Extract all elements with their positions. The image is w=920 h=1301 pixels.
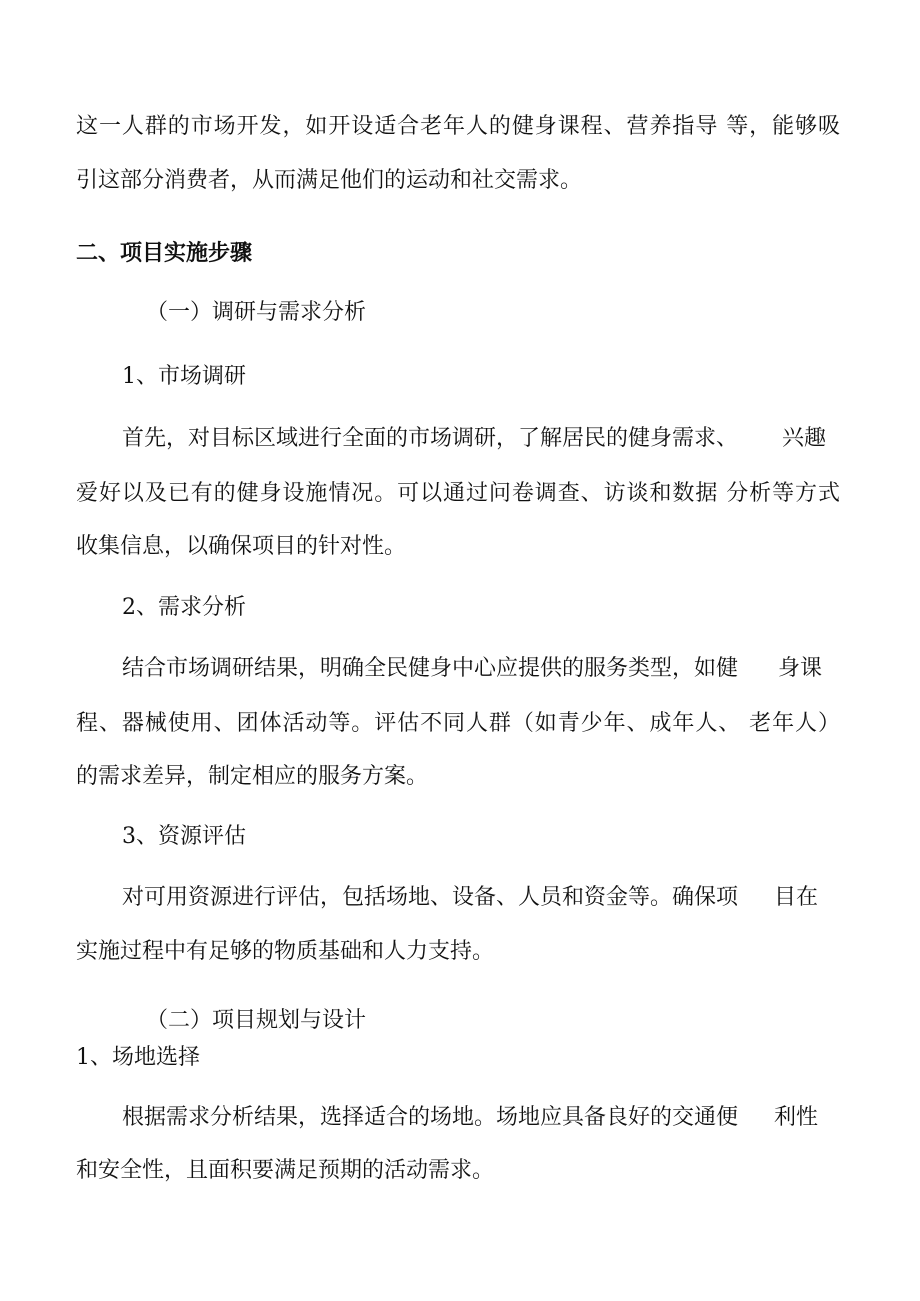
paragraph-text: 兴趣 bbox=[782, 426, 827, 451]
subsection-heading: （二）项目规划与设计 bbox=[146, 1008, 367, 1033]
section-heading: 二、项目实施步骤 bbox=[76, 240, 253, 266]
item-heading: 2、需求分析 bbox=[122, 595, 246, 620]
subsection-heading: （一）调研与需求分析 bbox=[146, 300, 367, 325]
paragraph-text: 首先，对目标区域进行全面的市场调研，了解居民的健身需求、 bbox=[122, 426, 739, 451]
paragraph-line bbox=[122, 428, 826, 450]
paragraph-line bbox=[122, 658, 822, 680]
paragraph-text: 结合市场调研结果，明确全民健身中心应提供的服务类型，如健 bbox=[122, 656, 739, 681]
paragraph-line: 收集信息，以确保项目的针对性。 bbox=[76, 534, 407, 559]
paragraph-line bbox=[122, 887, 818, 909]
paragraph-text: 对可用资源进行评估，包括场地、设备、人员和资金等。确保项 bbox=[122, 885, 739, 910]
paragraph-line: 引这部分消费者，从而满足他们的运动和社交需求。 bbox=[76, 168, 583, 193]
paragraph-line: 实施过程中有足够的物质基础和人力支持。 bbox=[76, 939, 495, 964]
paragraph-line: 这一人群的市场开发，如开设适合老年人的健身课程、营养指导 等，能够吸 bbox=[76, 114, 840, 139]
paragraph-text: 利性 bbox=[774, 1105, 819, 1130]
paragraph-line bbox=[122, 1107, 818, 1129]
paragraph-text: 根据需求分析结果，选择适合的场地。场地应具备良好的交通便 bbox=[122, 1105, 739, 1130]
item-heading: 1、市场调研 bbox=[122, 364, 246, 389]
paragraph-line: 和安全性，且面积要满足预期的活动需求。 bbox=[76, 1158, 495, 1183]
paragraph-text: 身课 bbox=[778, 656, 823, 681]
paragraph-text: 目在 bbox=[774, 885, 819, 910]
paragraph-line: 爱好以及已有的健身设施情况。可以通过问卷调查、访谈和数据 分析等方式 bbox=[76, 481, 840, 506]
item-heading: 3、资源评估 bbox=[122, 824, 246, 849]
paragraph-line: 程、器械使用、团体活动等。评估不同人群（如青少年、成年人、 老年人） bbox=[76, 711, 840, 736]
paragraph-line: 的需求差异，制定相应的服务方案。 bbox=[76, 764, 429, 789]
item-heading: 1、场地选择 bbox=[76, 1045, 200, 1070]
